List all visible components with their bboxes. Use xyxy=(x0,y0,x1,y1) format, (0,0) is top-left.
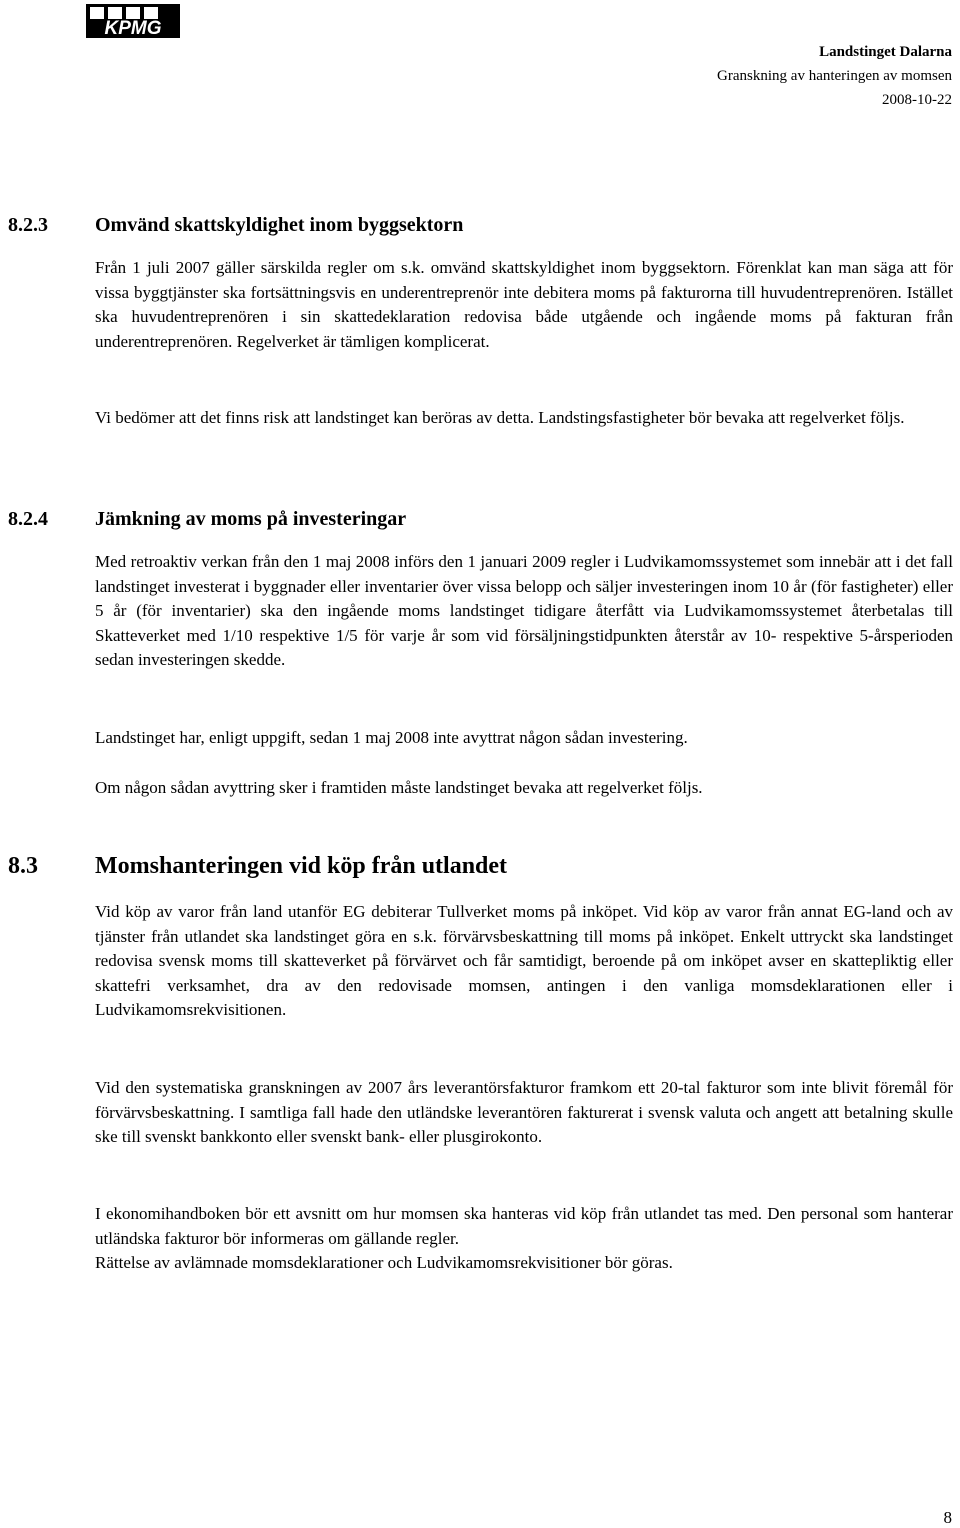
section-title: Momshanteringen vid köp från utlandet xyxy=(95,853,508,879)
paragraph-8-3-rules: Vid köp av varor från land utanför EG debiterar Tullverket moms på inköpet. Vid köp av varor från annat EG-land och av tjänster från utlandet ska landstinget göra en s.k. förvärvsbeskattning till moms på inköpet. Enkelt uttryckt ska landstinget redovisa svensk moms till skatteverket på förvärvet och får samtidigt, beroende på om inköpet avser en skattepliktig eller skattefri verksamhet, dra av den redovisade momsen, antingen i den vanliga momsdeklarationen eller i Ludvikamomsrekvisitionen. xyxy=(95,902,953,1019)
section-heading-8-2-4 xyxy=(8,508,406,531)
header-organization: Landstinget Dalarna xyxy=(819,44,952,60)
section-heading-8-3 xyxy=(8,853,507,880)
paragraph-8-2-3-assessment: Vi bedömer att det finns risk att landstinget kan beröras av detta. Landstingsfastigheter bör bevaka att regelverket följs. xyxy=(95,408,905,427)
section-number: 8.2.3 xyxy=(8,214,48,236)
running-header xyxy=(717,40,952,112)
kpmg-logo xyxy=(86,4,180,38)
paragraph-8-2-4-rules: Med retroaktiv verkan från den 1 maj 2008 införs den 1 januari 2009 regler i Ludvikamomssystemet som innebär att i det fall landstinget investerat i byggnader eller inventarier över vissa belopp och säljer investeringen inom 10 år (för fastigheter) eller 5 år (för inventarier) ska den ingående moms landstinget tidigare återfått via Ludvikamomssystemet återbetalas till Skatteverket med 1/10 respektive 1/5 för varje år som vid försäljningstidpunkten återstår av 10- respektive 5-årsperioden sedan investeringen skedde. xyxy=(95,552,953,669)
section-title: Jämkning av moms på investeringar xyxy=(95,508,407,530)
paragraph-8-3-findings: Vid den systematiska granskningen av 2007 års leverantörsfakturor framkom ett 20-tal fakturor som inte blivit föremål för förvärvsbeskattning. I samtliga fall hade den utländske leverantören fakturerat i svensk valuta och angett att betalning skulle ske till svenskt bankkonto eller svenskt bank- eller plusgirokonto. xyxy=(95,1078,953,1146)
section-number: 8.2.4 xyxy=(8,508,48,530)
section-number: 8.3 xyxy=(8,853,38,879)
header-subtitle: Granskning av hanteringen av momsen xyxy=(717,68,952,84)
paragraph-8-2-4-status: Landstinget har, enligt uppgift, sedan 1 maj 2008 inte avyttrat någon sådan investering. xyxy=(95,728,688,747)
page-number: 8 xyxy=(943,1508,952,1527)
section-title: Omvänd skattskyldighet inom byggsektorn xyxy=(95,214,464,236)
paragraph-8-3-correction: Rättelse av avlämnade momsdeklarationer och Ludvikamomsrekvisitioner bör göras. xyxy=(95,1253,673,1272)
paragraph-8-2-4-recommendation: Om någon sådan avyttring sker i framtiden måste landstinget bevaka att regelverket följs. xyxy=(95,778,703,797)
paragraph-8-2-3-intro: Från 1 juli 2007 gäller särskilda regler om s.k. omvänd skattskyldighet inom byggsektorn. Förenklat kan man säga att för vissa byggtjänster ska fortsättningsvis en underentreprenör inte debitera moms på fakturorna till huvudentreprenören. Istället ska huvudentreprenören i sin skattedeklaration redovisa både utgående och ingående moms på fakturan från underentreprenören. Regelverket är tämligen komplicerat. xyxy=(95,258,953,351)
paragraph-8-3-recommendation: I ekonomihandboken bör ett avsnitt om hur momsen ska hanteras vid köp från utlandet tas med. Den personal som hanterar utländska fakturor bör informeras om gällande regler. xyxy=(95,1204,953,1248)
kpmg-logo-text: KPMG xyxy=(104,18,162,38)
header-date: 2008-10-22 xyxy=(882,92,952,108)
section-heading-8-2-3 xyxy=(8,214,463,237)
